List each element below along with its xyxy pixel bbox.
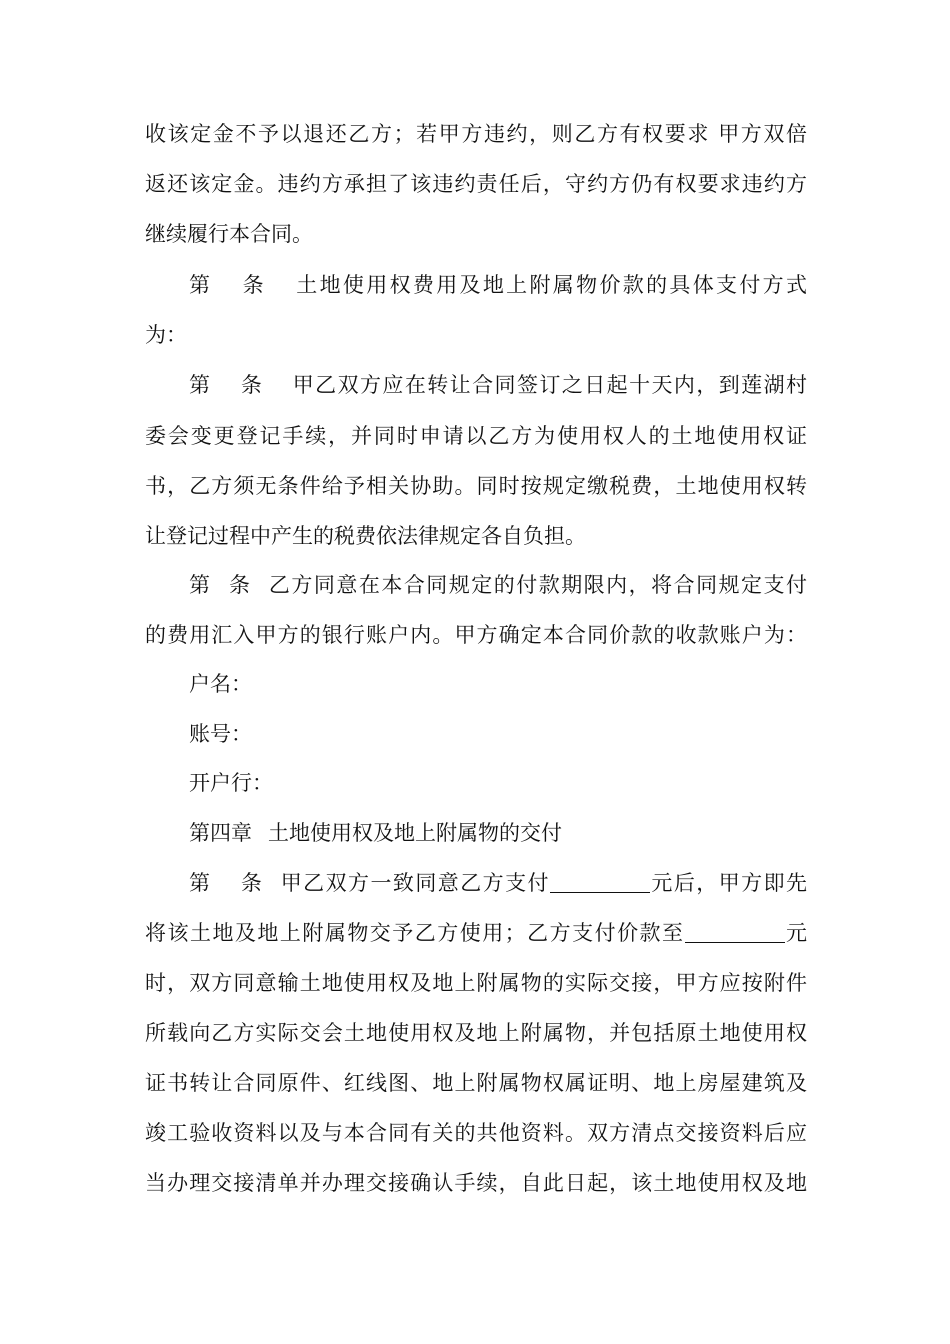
text-line: 为： (145, 323, 187, 347)
article-heading (189, 868, 807, 898)
text-line: 时，双方同意输土地使用权及地上附属物的实际交接，甲方应按附件 (145, 971, 807, 995)
article-prefix: 第 (189, 273, 213, 297)
article-suffix: 条 (239, 871, 264, 895)
text-segment: 土地使用权费用及地上附属物价款的具体支付方式 (293, 273, 807, 297)
text-line: 当办理交接清单并办理交接确认手续，自此日起，该土地使用权及地 (145, 1171, 807, 1195)
chapter-heading (189, 818, 807, 848)
text-line: 书，乙方须无条件给予相关协助。同时按规定缴税费，土地使用权转 (145, 474, 807, 498)
text-line: 竣工验收资料以及与本合同有关的共他资料。双方清点交接资料后应 (145, 1121, 807, 1145)
text-line: 证书转让合同原件、红线图、地上附属物权属证明、地上房屋建筑及 (145, 1071, 807, 1095)
text-segment: 将该土地及地上附属物交予乙方使用；乙方支付价款至 (145, 921, 685, 945)
text-line: 让登记过程中产生的税费依法律规定各自负担。 (145, 524, 586, 548)
article-prefix: 第 (189, 871, 212, 895)
text-line: 返还该定金。违约方承担了该违约责任后，守约方仍有权要求违约方 (145, 172, 807, 196)
account-name-label: 户名： (189, 672, 252, 696)
text-segment: 元后，甲方即先 (649, 871, 807, 895)
article-suffix: 条 (227, 573, 252, 597)
chapter-label: 第四章 (189, 821, 252, 845)
bank-label: 开户行： (189, 771, 273, 795)
text-line: 委会变更登记手续，并同时申请以乙方为使用权人的土地使用权证 (145, 424, 807, 448)
article-heading (189, 370, 807, 400)
text-segment: 元 (784, 921, 807, 945)
chapter-title: 土地使用权及地上附属物的交付 (268, 821, 562, 845)
account-number-label: 账号： (189, 722, 252, 746)
text-line (145, 918, 807, 948)
text-line: 所载向乙方实际交会土地使用权及地上附属物，并包括原土地使用权 (145, 1021, 807, 1045)
article-suffix: 条 (239, 373, 264, 397)
text-line: 收该定金不予以退还乙方；若甲方违约，则乙方有权要求 甲方双倍 (145, 122, 807, 146)
article-heading (189, 570, 807, 600)
article-suffix: 条 (240, 273, 266, 297)
text-line: 继续履行本合同。 (145, 222, 313, 246)
article-prefix: 第 (189, 373, 212, 397)
amount-blank[interactable] (550, 870, 650, 893)
text-segment: 乙方同意在本合同规定的付款期限内，将合同规定支付 (267, 573, 807, 597)
amount-blank[interactable] (685, 920, 785, 943)
text-line: 的费用汇入甲方的银行账户内。甲方确定本合同价款的收款账户为： (145, 623, 807, 647)
article-prefix: 第 (189, 573, 212, 597)
text-segment: 甲乙双方应在转让合同签订之日起十天内，到莲湖村 (291, 373, 807, 397)
article-heading (189, 270, 807, 300)
text-segment: 甲乙双方一致同意乙方支付 (279, 871, 550, 895)
